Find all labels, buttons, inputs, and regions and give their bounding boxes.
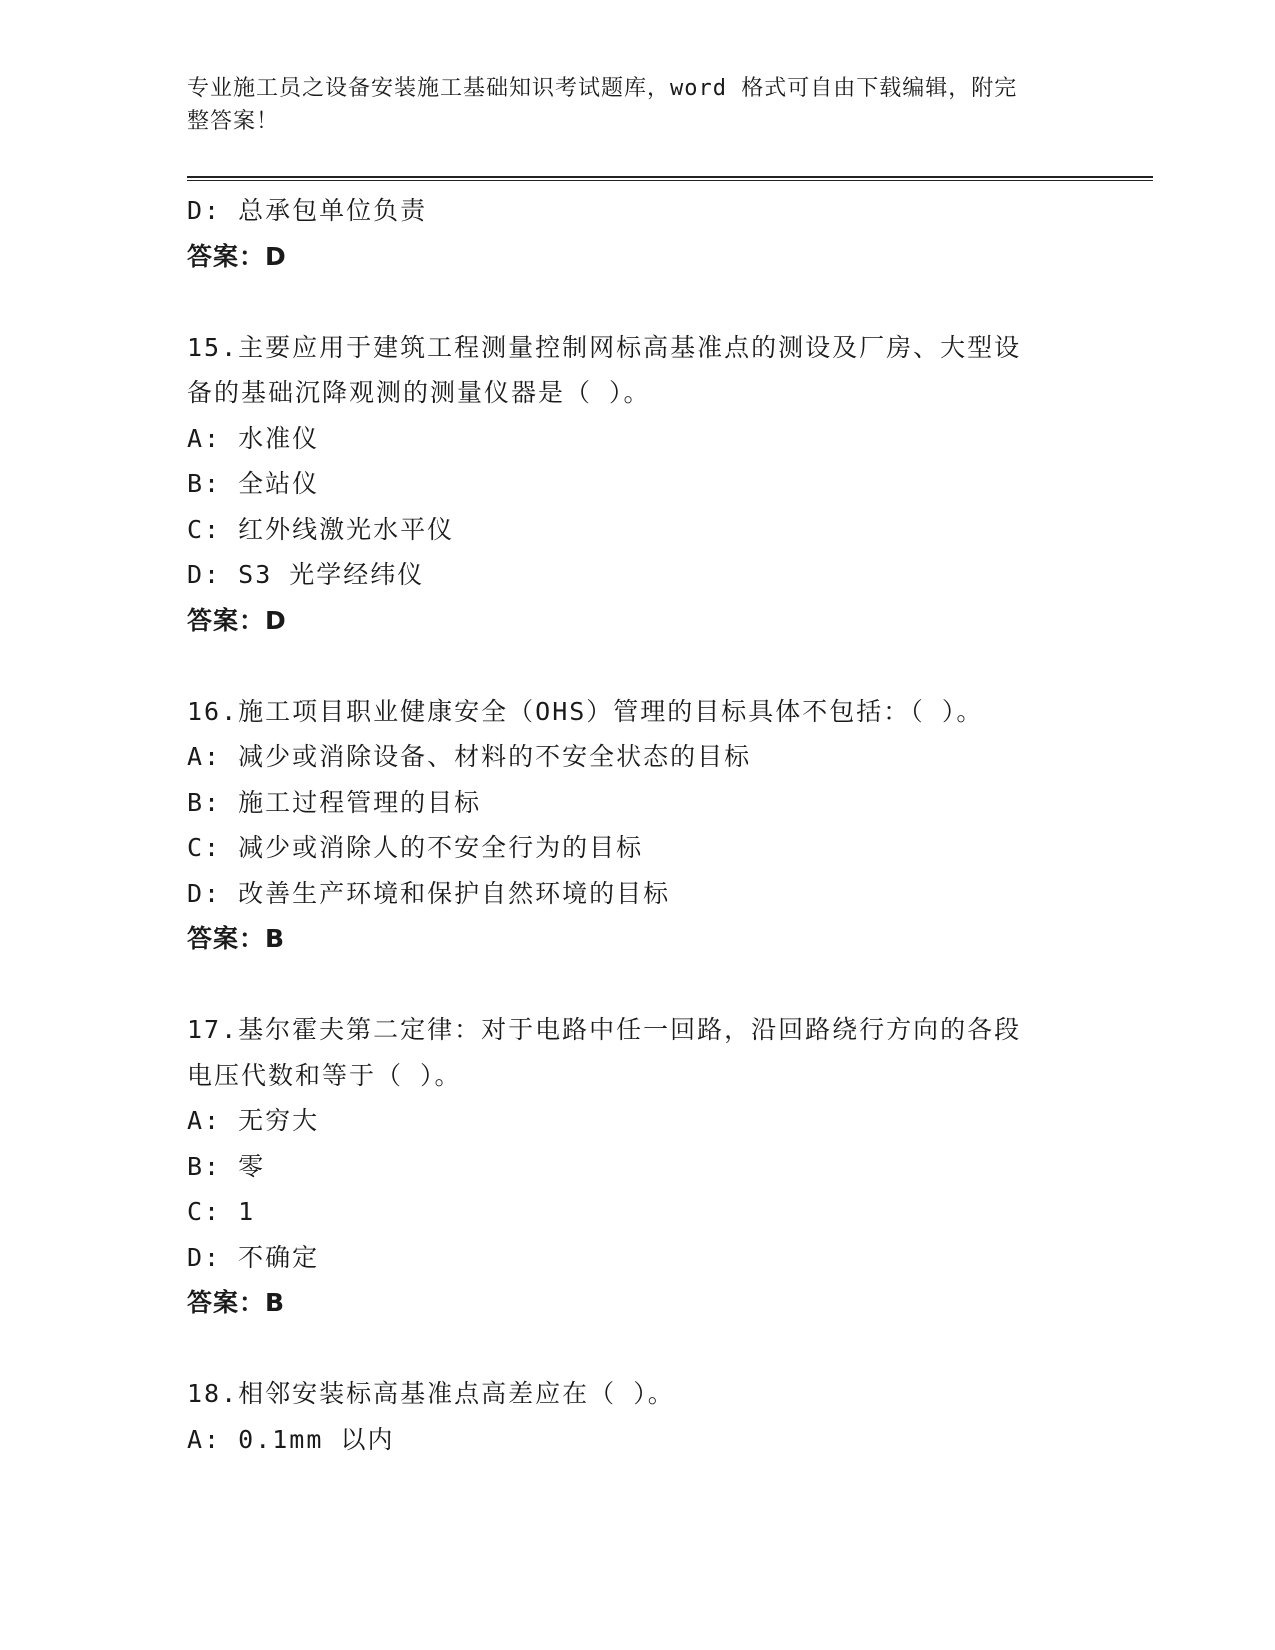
option-b: B: 零 [187, 1151, 266, 1181]
option-d: D: 总承包单位负责 [187, 196, 428, 225]
question-stem: 17.基尔霍夫第二定律：对于电路中任一回路，沿回路绕行方向的各段 [187, 1015, 1022, 1044]
question-list [187, 188, 1153, 1462]
option-a: A: 无穷大 [187, 1106, 320, 1135]
question-stem: 16.施工项目职业健康安全（OHS）管理的目标具体不包括：（ ）。 [187, 696, 984, 726]
question-15 [187, 325, 1153, 644]
question-14-tail [187, 188, 1153, 279]
option-a: A: 0.1mm 以内 [187, 1424, 395, 1454]
option-c: C: 1 [187, 1197, 256, 1226]
answer-label: 答案：B [187, 924, 286, 953]
question-stem: 18.相邻安装标高基准点高差应在（ ）。 [187, 1379, 675, 1408]
answer-label: 答案：D [187, 241, 287, 271]
option-d: D: 不确定 [187, 1242, 320, 1272]
question-16 [187, 689, 1153, 962]
option-c: C: 红外线激光水平仪 [187, 514, 455, 544]
option-c: C: 减少或消除人的不安全行为的目标 [187, 833, 644, 862]
header-divider [187, 176, 1153, 181]
question-stem-cont: 电压代数和等于（ ）。 [187, 1060, 462, 1090]
header-line-1: 专业施工员之设备安装施工基础知识考试题库，word 格式可自由下载编辑，附完 [187, 76, 1018, 101]
question-18 [187, 1371, 1153, 1462]
option-b: B: 全站仪 [187, 469, 320, 498]
answer-label: 答案：D [187, 605, 287, 635]
option-a: A: 减少或消除设备、材料的不安全状态的目标 [187, 742, 752, 771]
option-d: D: 改善生产环境和保护自然环境的目标 [187, 878, 671, 908]
option-d: D: S3 光学经纬仪 [187, 560, 425, 589]
header-line-2: 整答案！ [187, 109, 280, 134]
option-a: A: 水准仪 [187, 423, 320, 453]
question-stem: 15.主要应用于建筑工程测量控制网标高基准点的测设及厂房、大型设 [187, 332, 1022, 362]
answer-label: 答案：B [187, 1288, 286, 1317]
document-header [187, 72, 1067, 138]
question-17 [187, 1007, 1153, 1326]
question-stem-cont: 备的基础沉降观测的测量仪器是（ ）。 [187, 378, 651, 407]
option-b: B: 施工过程管理的目标 [187, 787, 482, 817]
